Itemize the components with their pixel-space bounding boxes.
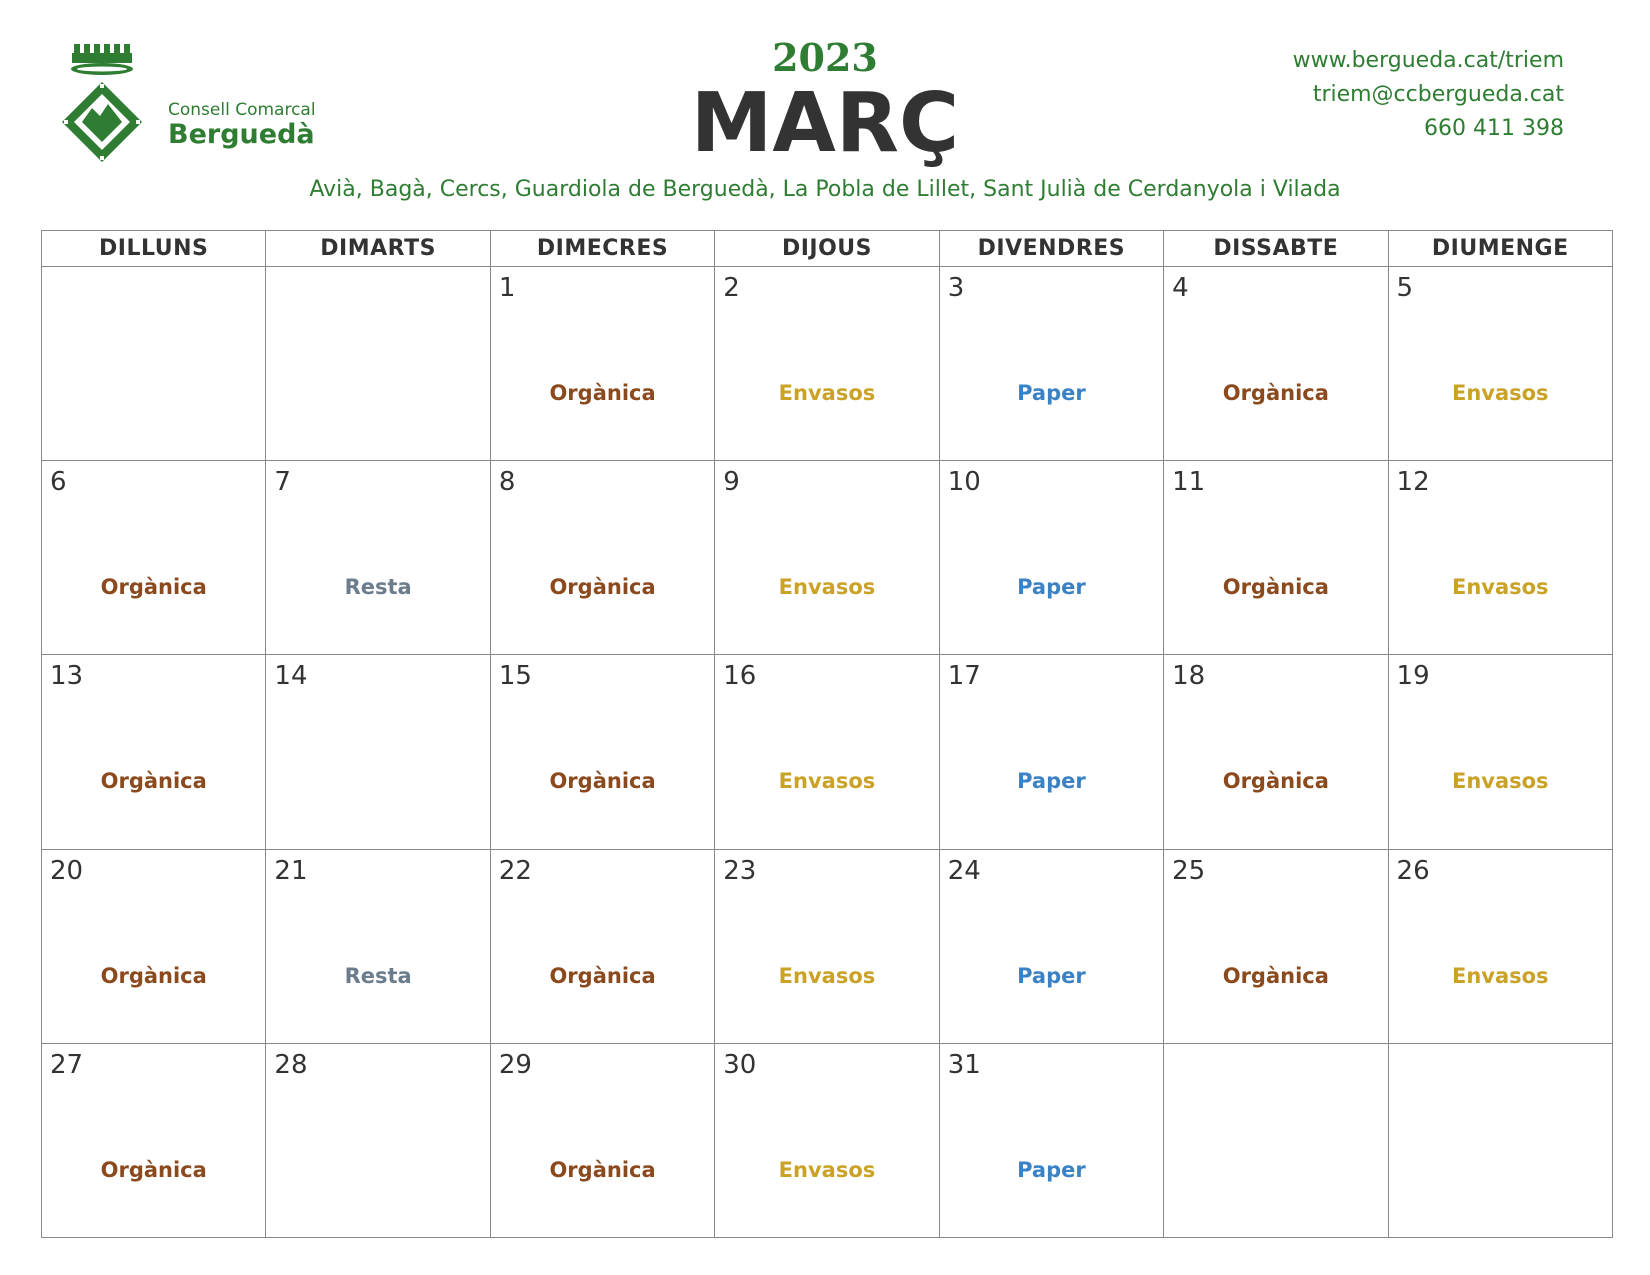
council-name-line2: Berguedà: [168, 119, 315, 150]
calendar-day-cell: [266, 461, 490, 655]
calendar-day-cell: [1164, 267, 1388, 461]
contact-info: [1293, 44, 1564, 146]
waste-type-label: Envasos: [1451, 575, 1549, 600]
calendar-body: [42, 267, 1613, 1238]
waste-type-label: Paper: [1017, 1157, 1086, 1182]
weekday-header: DIMARTS: [266, 231, 490, 267]
calendar-day-cell: [939, 461, 1163, 655]
calendar-week-row: [42, 267, 1613, 461]
calendar-month: MARÇ: [690, 76, 960, 171]
calendar-day-cell: [42, 461, 266, 655]
calendar-day-cell: [42, 267, 266, 461]
weekday-header: DIMECRES: [490, 231, 714, 267]
contact-email: triem@ccbergueda.cat: [1312, 82, 1564, 107]
calendar-day-cell: [42, 849, 266, 1043]
weekday-header: DIVENDRES: [939, 231, 1163, 267]
day-number: 28: [274, 1049, 308, 1080]
day-number: 30: [723, 1049, 757, 1080]
calendar-day-cell: [42, 655, 266, 849]
waste-type-label: Orgànica: [549, 963, 656, 988]
calendar-day-cell: [490, 461, 714, 655]
day-number: 31: [947, 1049, 981, 1080]
calendar-day-cell: [715, 1043, 939, 1237]
calendar-year: 2023: [772, 35, 878, 80]
waste-type-label: Envasos: [778, 1157, 876, 1182]
calendar-day-cell: [1388, 461, 1612, 655]
waste-type-label: Orgànica: [549, 381, 656, 405]
day-number: 19: [1396, 661, 1430, 692]
calendar-day-cell: [1164, 655, 1388, 849]
waste-type-label: Orgànica: [549, 1157, 656, 1182]
collection-calendar: [41, 230, 1613, 1238]
calendar-day-cell: [490, 1043, 714, 1237]
day-number: 8: [498, 467, 516, 498]
waste-type-label: Orgànica: [1222, 963, 1329, 988]
day-number: 18: [1172, 661, 1206, 692]
day-number: 15: [498, 661, 532, 692]
waste-type-label: Envasos: [1451, 769, 1549, 794]
calendar-day-cell: [266, 1043, 490, 1237]
calendar-week-row: [42, 655, 1613, 849]
calendar-day-cell: [490, 849, 714, 1043]
calendar-day-cell: [939, 267, 1163, 461]
day-number: 17: [947, 661, 981, 692]
day-number: 23: [723, 855, 757, 886]
calendar-day-cell: [1388, 849, 1612, 1043]
day-number: 10: [947, 467, 981, 498]
council-name-line1: Consell Comarcal: [168, 100, 316, 120]
day-number: 20: [50, 855, 84, 886]
day-number: 22: [498, 855, 532, 886]
day-number: 24: [947, 855, 981, 886]
waste-type-label: Envasos: [778, 381, 876, 405]
calendar-day-cell: [939, 849, 1163, 1043]
waste-type-label: Envasos: [778, 769, 876, 794]
day-number: 27: [50, 1049, 84, 1080]
calendar-week-row: [42, 461, 1613, 655]
day-number: 25: [1172, 855, 1206, 886]
day-number: 26: [1396, 855, 1430, 886]
waste-type-label: Orgànica: [100, 1157, 207, 1182]
waste-type-label: Envasos: [1451, 963, 1549, 988]
calendar-day-cell: [715, 655, 939, 849]
day-number: 6: [50, 467, 67, 498]
day-number: 5: [1396, 273, 1414, 303]
waste-type-label: Orgànica: [549, 575, 656, 600]
waste-type-label: Orgànica: [1222, 769, 1329, 794]
weekday-header: DIJOUS: [715, 231, 939, 267]
calendar-day-cell: [715, 461, 939, 655]
contact-phone: 660 411 398: [1424, 116, 1564, 141]
calendar-day-cell: [490, 655, 714, 849]
waste-type-label: Orgànica: [100, 769, 207, 794]
day-number: 14: [274, 661, 308, 692]
waste-type-label: Envasos: [778, 963, 876, 988]
waste-type-label: Orgànica: [100, 575, 207, 600]
day-number: 1: [498, 273, 516, 303]
day-number: 12: [1396, 467, 1430, 498]
waste-type-label: Paper: [1017, 769, 1086, 794]
calendar-day-cell: [1164, 849, 1388, 1043]
calendar-day-cell: [1388, 655, 1612, 849]
waste-type-label: Paper: [1017, 575, 1086, 600]
calendar-day-cell: [939, 1043, 1163, 1237]
waste-type-label: Orgànica: [1222, 381, 1329, 405]
waste-type-label: Envasos: [778, 575, 876, 600]
calendar-week-row: [42, 1043, 1613, 1237]
day-number: 7: [274, 467, 291, 498]
weekday-header: DIUMENGE: [1388, 231, 1612, 267]
calendar-day-cell: [490, 267, 714, 461]
day-number: 4: [1172, 273, 1189, 303]
calendar-week-row: [42, 849, 1613, 1043]
calendar-day-cell: [1164, 461, 1388, 655]
calendar-day-cell: [1388, 1043, 1612, 1237]
calendar-day-cell: [266, 849, 490, 1043]
weekday-header-row: [42, 231, 1613, 267]
day-number: 11: [1172, 467, 1206, 498]
contact-website: www.bergueda.cat/triem: [1292, 48, 1564, 73]
day-number: 9: [723, 467, 740, 498]
weekday-header: DILLUNS: [42, 231, 266, 267]
calendar-day-cell: [1388, 267, 1612, 461]
calendar-day-cell: [715, 849, 939, 1043]
waste-type-label: Paper: [1017, 381, 1086, 405]
day-number: 13: [50, 661, 84, 692]
day-number: 29: [498, 1049, 532, 1080]
waste-type-label: Orgànica: [100, 963, 207, 988]
day-number: 3: [947, 273, 965, 303]
waste-type-label: Resta: [344, 963, 412, 988]
weekday-header: DISSABTE: [1164, 231, 1388, 267]
waste-type-label: Orgànica: [549, 769, 656, 794]
waste-type-label: Envasos: [1451, 381, 1549, 405]
calendar-day-cell: [1164, 1043, 1388, 1237]
calendar-day-cell: [266, 655, 490, 849]
calendar-day-cell: [715, 267, 939, 461]
towns-list: Avià, Bagà, Cercs, Guardiola de Berguedà, La Pobla de Lillet, Sant Julià de Cerdanyola i Vilada: [309, 177, 1341, 202]
calendar-day-cell: [42, 1043, 266, 1237]
day-number: 21: [274, 855, 308, 886]
day-number: 2: [723, 273, 740, 303]
waste-type-label: Paper: [1017, 963, 1086, 988]
day-number: 16: [723, 661, 757, 692]
waste-type-label: Resta: [344, 575, 412, 600]
waste-type-label: Orgànica: [1222, 575, 1329, 600]
calendar-day-cell: [266, 267, 490, 461]
calendar-day-cell: [939, 655, 1163, 849]
